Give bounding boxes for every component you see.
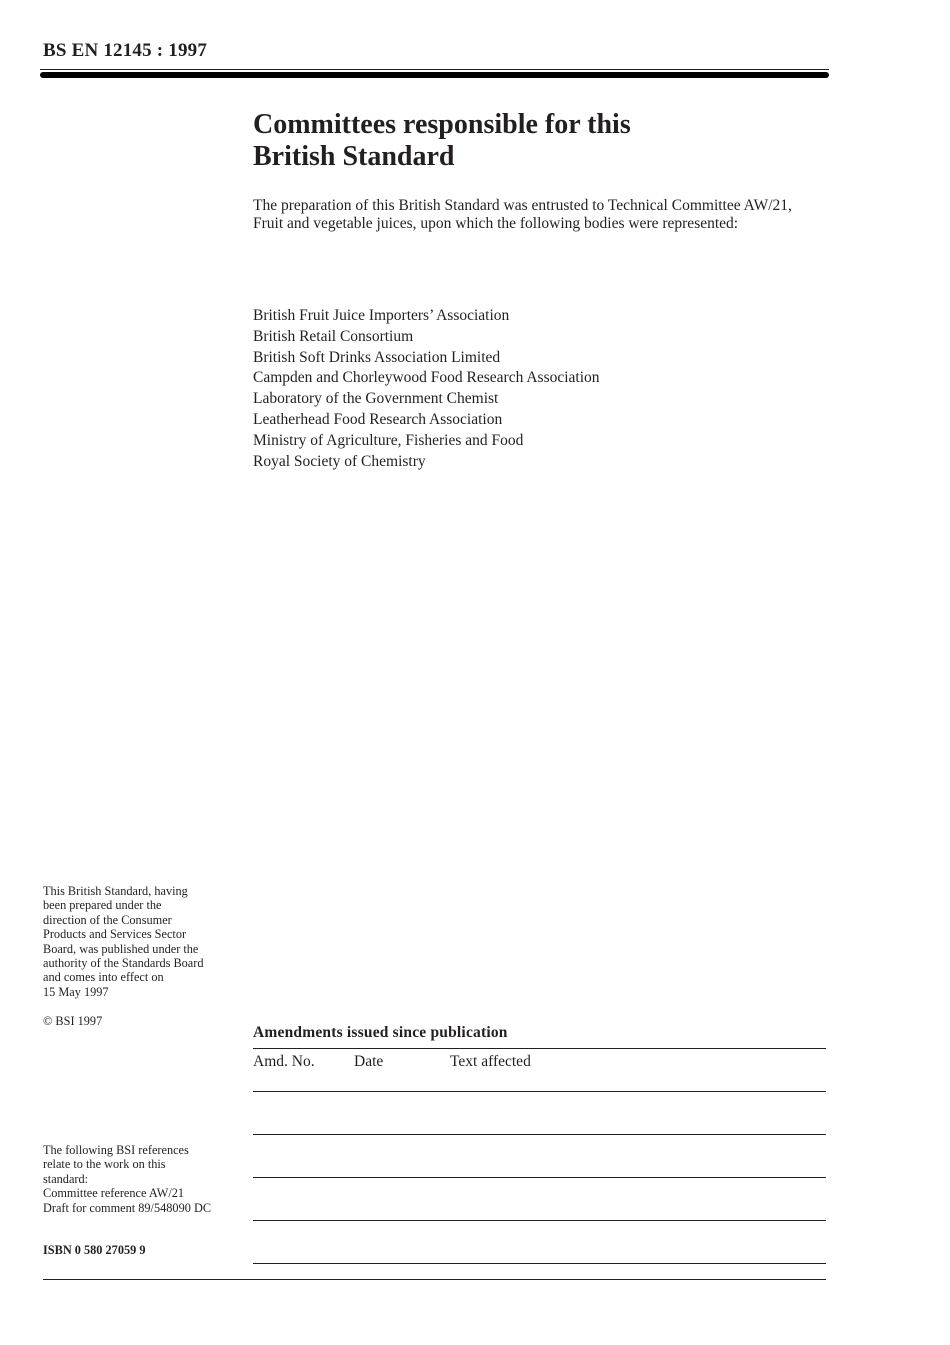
list-item: British Retail Consortium [253,327,414,345]
isbn: ISBN 0 580 27059 9 [43,1243,146,1257]
footer-rule [43,1279,826,1280]
publication-note [43,884,238,999]
reference-line: Draft for comment 89/548090 DC [43,1200,212,1215]
copyright-notice: © BSI 1997 [43,1014,103,1028]
page-title [253,109,813,173]
list-item: British Soft Drinks Association Limited [253,348,501,366]
header-thin-rule [40,69,829,70]
publication-note-line: been prepared under the [43,898,162,913]
amendments-col-text-affected: Text affected [450,1053,531,1070]
amendments-col-amd-no: Amd. No. [253,1053,315,1070]
amendments-row-rule [253,1263,826,1264]
list-item: Leatherhead Food Research Association [253,410,503,428]
reference-line: relate to the work on this [43,1157,166,1172]
reference-line: Committee reference AW/21 [43,1186,185,1201]
publication-note-line: This British Standard, having [43,884,188,898]
reference-line: The following BSI references [43,1143,189,1157]
page-title-line-1: Committees responsible for this [253,109,631,140]
publication-note-line: authority of the Standards Board [43,956,204,971]
publication-note-line: Board, was published under the [43,941,199,956]
page-title-line-2: British Standard [253,141,455,172]
publication-note-line: and comes into effect on [43,970,164,985]
list-item: British Fruit Juice Importers’ Association [253,307,510,324]
document-code: BS EN 12145 : 1997 [43,40,208,61]
header-thick-rule [40,72,829,78]
amendments-col-date: Date [354,1053,384,1070]
bsi-references [43,1143,238,1215]
represented-bodies-list [253,306,813,472]
amendments-row-rule [253,1134,826,1135]
list-item: Ministry of Agriculture, Fisheries and Food [253,431,524,449]
committee-intro: The preparation of this British Standard was entrusted to Technical Committee AW/21, Fruit and vegetable juices, upon which the following bodies were represented: [253,197,792,232]
amendments-row-rule [253,1220,826,1221]
amendments-row-rule [253,1091,826,1092]
publication-note-line: Products and Services Sector [43,927,187,942]
reference-line: standard: [43,1171,89,1186]
amendments-header-rule [253,1048,826,1049]
amendments-title: Amendments issued since publication [253,1024,508,1041]
list-item: Royal Society of Chemistry [253,452,426,470]
list-item: Laboratory of the Government Chemist [253,390,499,408]
publication-note-line: direction of the Consumer [43,912,172,927]
list-item: Campden and Chorleywood Food Research Association [253,369,600,387]
publication-note-line: 15 May 1997 [43,984,109,999]
amendments-row-rule [253,1177,826,1178]
